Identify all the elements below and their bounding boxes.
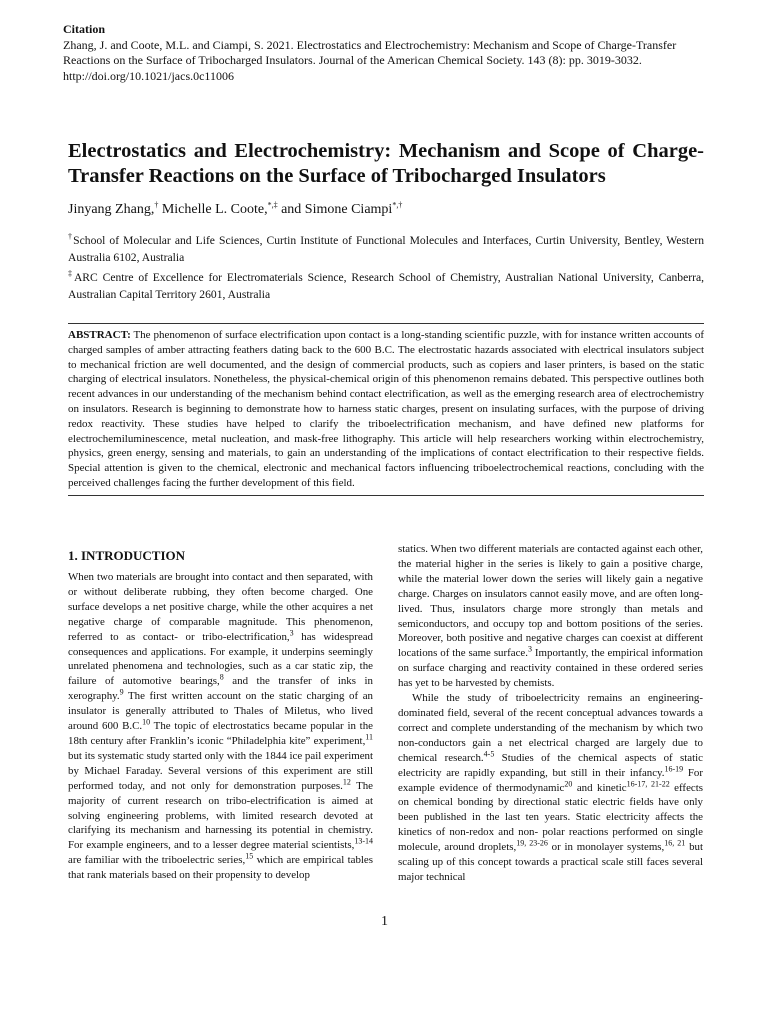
right-column [398,542,703,885]
affiliation-mark: ‡ [68,269,74,279]
citation-block [63,22,713,84]
citation-ref: 16-17, 21-22 [626,778,670,788]
abstract-box [68,323,704,496]
author-name: and Simone Ciampi [277,202,393,217]
citation-ref: 8 [219,672,224,682]
text-run: The first written account on the static charging of an insulator is generally attributed to Thales of Miletus, who lived around 600 B.C. [68,690,373,733]
abstract-text: The phenomenon of surface electrification upon contact is a long-standing scientific puzzle, with for instance written accounts of charged samples of amber attracting feathers dating back to the 600 B.C. The electrostatic hazards associated with electrical insulators subject to mechanical friction are well documented, and the design of commercial products, such as copiers and laser printers, is based on the static charging of electrical insulators. Nonetheless, the physical-chemical origin of this phenomenon remains debated. This perspective outlines both recent advances in our understanding of the mechanism behind contact electrification, as well as the emerging research area of electrochemistry on insulators. Research is beginning to demonstrate how to harness static charges, present on insulating surfaces, with the purpose of driving redox reactivity. These studies have helped to clarify the triboelectrification mechanism, and have defined new platforms for electrochemiluminescence, metal nucleation, and mask-free lithography. This article will help researchers working within electrochemistry, physics, green energy, sensing and materials, to gain an understanding of the implications of contact electrification to their respective fields. Special attention is given to the chemical, electronic and mechanical factors influencing triboelectrochemical reactions, concluding with the perceived challenges facing the further development of this field. [68,329,704,489]
affiliation-text: ARC Centre of Excellence for Electromaterials Science, Research School of Chemistry, Australian National University, Canberra, Australian Capital Territory 2601, Australia [68,271,705,301]
text-run: The topic of electrostatics became popular in the 18th century after Franklin’s iconic “Philadelphia kite” experiment, [68,720,373,747]
citation-ref: 3 [527,644,532,654]
citation-ref: 13-14 [354,836,373,846]
text-run: The majority of current research on tribo-electrification is aimed at solving engineering problems, with limited research devoted at clarifying its mechanism and harnessing its potential in chemistry. For example engineers, and to a lesser degree material scientists, [68,779,373,852]
author-mark: *,† [392,200,403,210]
text-run: When two materials are brought into contact and then separated, with or without deliberate rubbing, they often become charged. One surface develops a net positive charge, while the other acquires a net negative charge of comparable magnitude. This phenomenon, referred to as contact- or tribo-electrification, [68,571,373,643]
affiliation-mark: † [68,232,74,242]
affiliation [68,269,704,303]
text-run: Importantly, the empirical information on surface charging and reactivity contained in these ordered series has yet to be harvested by chemists. [398,647,704,690]
text-run: statics. When two different materials are contacted against each other, the material higher in the series is likely to gain a positive charge, while the material lower down the series will likely gain a negative charge. Charges on insulators cannot easily move, and are often long-lived. Thus, insulators charge more strongly than metals and semiconductors, and occupy top and bottom positions of the series. Moreover, both positive and negative charges can coexist at different locations of the same surface. [398,543,703,660]
left-column [68,570,373,883]
citation-ref: 10 [142,717,151,727]
text-run: effects on chemical bonding by directional static electric fields have only been published in the last ten years. Static electricity affects the kinetics of non-redox and non- polar reactions performed on single molecule, around droplets, [398,781,703,854]
citation-ref: 16-19 [664,763,684,773]
author-list [68,201,708,219]
citation-ref: 20 [564,778,573,788]
citation-ref: 12 [342,777,351,787]
citation-ref: 11 [365,732,373,742]
text-run: and the transfer of inks in xerography. [68,675,373,703]
citation-ref: 16, 21 [664,838,686,848]
author-mark: *,‡ [267,200,278,210]
paper-title: Electrostatics and Electrochemistry: Mechanism and Scope of Charge-Transfer Reactions on the Surface of Tribocharged Insulators [68,140,704,187]
citation-ref: 15 [245,851,254,861]
text-run: and kinetic [572,781,627,794]
citation-ref: 4-5 [483,749,495,759]
citation-ref: 3 [289,628,294,637]
citation-ref: 19, 23-26 [516,838,548,848]
body-paragraph [68,570,373,883]
section-heading: 1. INTRODUCTION [68,548,186,563]
author-mark: † [154,200,159,210]
author-name: Jinyang Zhang, [68,202,155,217]
text-run: Studies of the chemical aspects of static electricity are rapidly expanding, but still in their infancy. [398,751,703,779]
citation-heading: Citation [63,22,105,36]
body-paragraph [398,691,703,885]
affiliation-text: School of Molecular and Life Sciences, Curtin Institute of Functional Molecules and Interfaces, Curtin University, Bentley, Western Australia 6102, Australia [68,234,705,264]
text-run: While the study of triboelectricity remains an engineering-dominated field, several of the recent conceptual advances towards a correct and complete understanding of the mechanism by which two non-conductors gain a net electrical charged are largely due to chemical research. [398,692,703,764]
citation-ref: 9 [119,687,124,697]
text-run: but its systematic study started only with the 1844 ice pail experiment by Michael Faraday. Several versions of this experiment are still performed today, and not only for demonstration purposes. [68,749,373,792]
text-run: but scaling up of this concept towards a practical scale still faces several major technical [398,841,703,883]
text-run: For example evidence of thermodynamic [398,766,703,794]
text-run: are familiar with the triboelectric series, [68,854,246,867]
citation-text: Zhang, J. and Coote, M.L. and Ciampi, S. 2021. Electrostatics and Electrochemistry: Mechanism and Scope of Charge-Transfer Reactions on the Surface of Tribocharged Insulators. Journal of the American Chemical Society. 143 (8): pp. 3019-3032. http://doi.org/10.1021/jacs.0c11006 [63,37,677,83]
page-number: 1 [381,914,388,929]
text-run: or in monolayer systems, [547,841,665,854]
affiliation [68,232,704,266]
text-run: which are empirical tables that rank materials based on their propensity to develop [68,854,374,882]
abstract-label: ABSTRACT: [68,329,131,341]
author-name: Michelle L. Coote, [158,202,268,217]
text-run: has widespread consequences and applications. For example, it underpins seemingly unrelated phenomena and technologies, such as a car static zip, the failure of automotive bearings, [68,630,373,688]
body-paragraph [398,542,703,691]
